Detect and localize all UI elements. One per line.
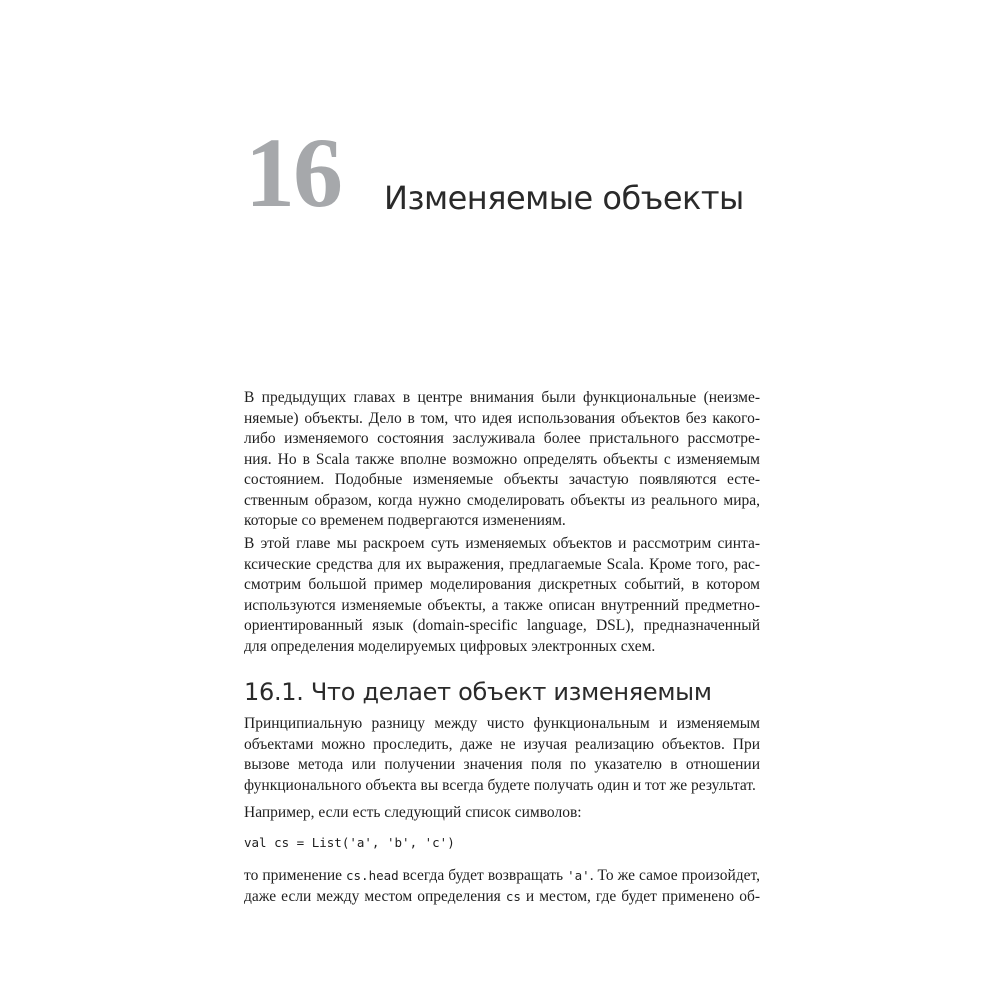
text-line: вызове метода или получении значения поля по указателю в отношении: [244, 756, 760, 773]
section-heading: 16.1. Что делает объект изменяемым: [244, 678, 712, 706]
inline-code: 'a': [567, 868, 590, 883]
text-line: ксические средства для их выражения, предлагаемые Scala. Кроме того, рас-: [244, 555, 760, 573]
text-line: Например, если есть следующий список символов:: [244, 804, 582, 821]
text-line: для определения моделируемых цифровых электронных схем.: [244, 637, 656, 655]
text-line: ориентированный язык (domain-specific language, DSL), предназначенный: [244, 617, 760, 634]
section-paragraph-2: [244, 803, 760, 824]
text-line: либо изменяемого состояния заслуживала более пристального рассмотре-: [244, 430, 760, 447]
text-fragment: и местом, где будет применено об-: [520, 887, 761, 905]
text-line: няемые) объекты. Дело в том, что идея использования объектов без какого-: [244, 409, 760, 427]
text-line: которые со временем подвергаются изменениям.: [244, 512, 566, 529]
section-paragraph-1: [244, 714, 760, 796]
intro-paragraph-1: [244, 388, 760, 532]
text-line: В этой главе мы раскроем суть изменяемых объектов и рассмотрим синта-: [244, 535, 760, 552]
inline-code: cs.head: [346, 868, 399, 883]
text-line: [244, 866, 760, 887]
text-line: Принципиальную разницу между чисто функциональным и изменяемым: [244, 715, 760, 732]
inline-code: cs: [505, 888, 521, 904]
text-line: В предыдущих главах в центре внимания были функциональные (неизме-: [244, 389, 760, 406]
text-line: объектами можно проследить, даже не изучая реализацию объектов. При: [244, 735, 760, 753]
text-fragment: . То же самое произойдет,: [589, 867, 760, 884]
chapter-title: Изменяемые объекты: [384, 179, 744, 217]
text-line: используются изменяемые объекты, а также описан внутренний предметно-: [244, 596, 760, 614]
chapter-number: 16: [245, 117, 341, 228]
text-fragment: то применение: [244, 867, 346, 884]
text-line: смотрим большой пример моделирования дискретных событий, в котором: [244, 576, 760, 593]
text-fragment: всегда будет возвращать: [398, 867, 568, 884]
section-paragraph-3: [244, 866, 760, 907]
code-example: val cs = List('a', 'b', 'c'): [244, 835, 455, 850]
intro-paragraph-2: [244, 534, 760, 657]
text-line: состоянием. Подобные изменяемые объекты зачастую появляются есте-: [244, 471, 760, 488]
text-line: ственным образом, когда нужно смоделировать объекты из реального мира,: [244, 491, 760, 509]
text-line: ния. Но в Scala также вполне возможно определять объекты с изменяемым: [244, 450, 760, 468]
text-line: [244, 887, 760, 908]
text-fragment: даже если между местом определения: [244, 887, 506, 905]
text-line: функционального объекта вы всегда будете получать один и тот же результат.: [244, 776, 756, 794]
